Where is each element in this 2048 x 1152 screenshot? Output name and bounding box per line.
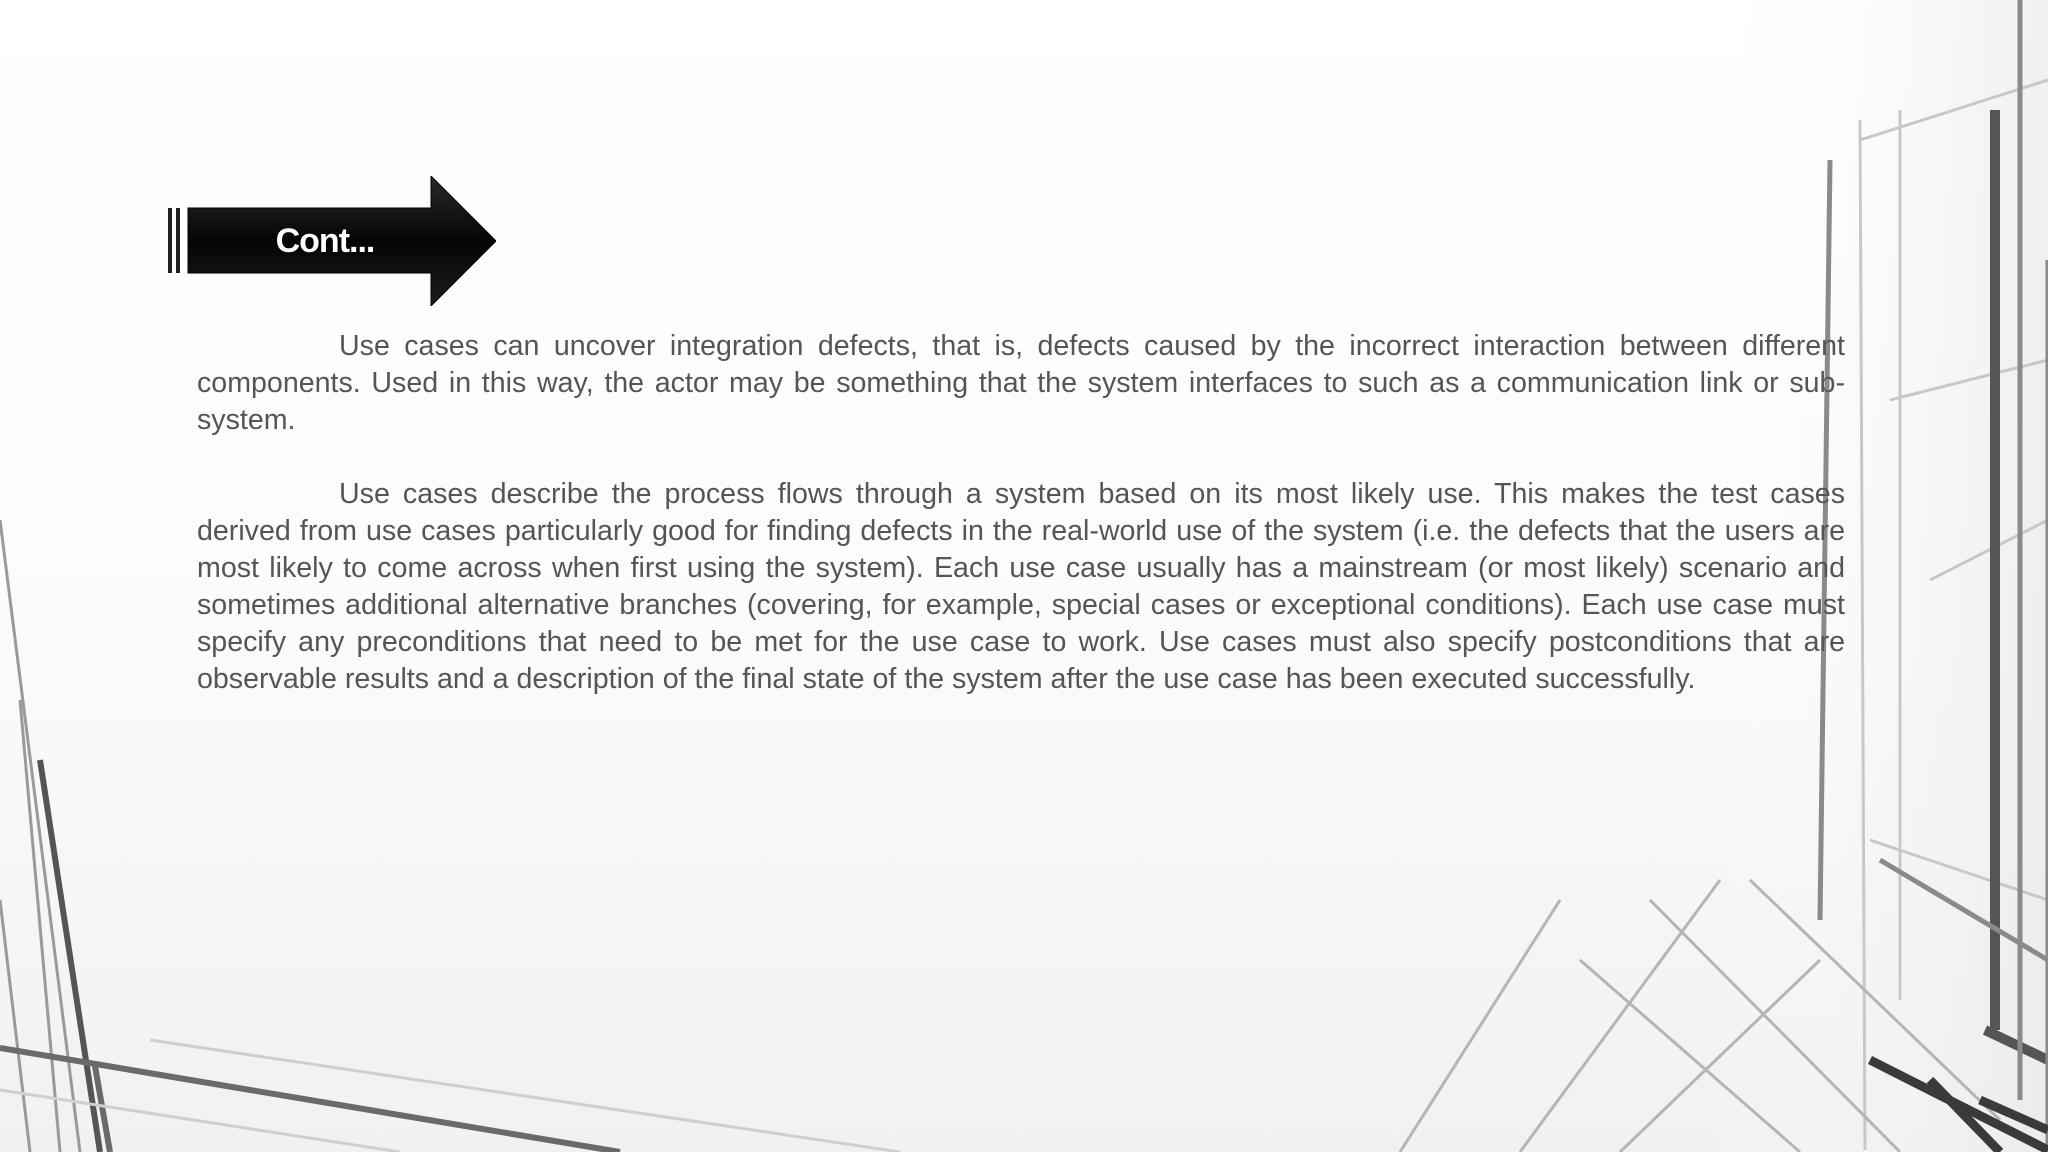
body-paragraph: Use cases describe the process flows through a system based on its most likely use. This makes the test cases derived from use cases particularly good for finding defects in the real-world use of the system (i.e. the defects that the users are most likely to come across when first using the system). Each use case usually has a mainstream (or most likely) scenario and sometimes additional alternative branches (covering, for example, special cases or exceptional conditions). Each use case must specify any preconditions that need to be met for the use case to work. Use cases must also specify postconditions that are observable results and a description of the final state of the system after the use case has been executed successfully. [197,478,1845,695]
slide-body [197,328,1845,698]
body-paragraph: Use cases can uncover integration defects, that is, defects caused by the incorrect interaction between different components. Used in this way, the actor may be something that the system interfaces to such as a communication link or sub-system. [197,330,1845,436]
slide-title: Cont... [275,222,375,260]
